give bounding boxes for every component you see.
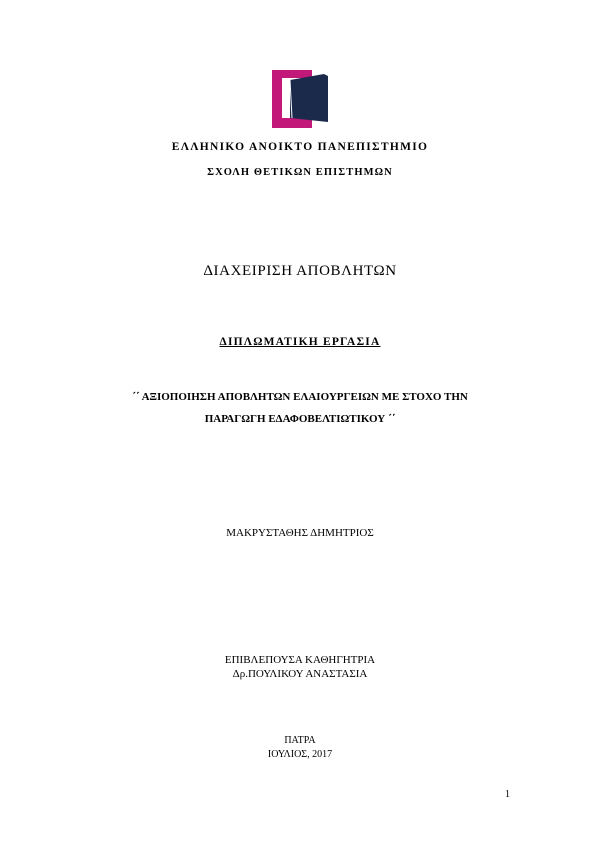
author-name: ΜΑΚΡΥΣΤΑΘΗΣ ΔΗΜΗΤΡΙΟΣ <box>226 527 374 539</box>
thesis-title-line-2: ΠΑΡΑΓΩΓΗ ΕΔΑΦΟΒΕΛΤΙΩΤΙΚΟΥ ΄΄ <box>204 413 396 425</box>
supervisor-name: Δρ.ΠΟΥΛΙΚΟΥ ΑΝΑΣΤΑΣΙΑ <box>232 668 368 680</box>
supervisor-role: ΕΠΙΒΛΕΠΟΥΣΑ ΚΑΘΗΓΗΤΡΙΑ <box>224 654 376 666</box>
program-subject: ΔΙΑΧΕΙΡΙΣΗ ΑΠΟΒΛΗΤΩΝ <box>203 263 397 279</box>
city: ΠΑΤΡΑ <box>284 735 316 746</box>
thesis-title-line-1: ΄΄ ΑΞΙΟΠΟΙΗΣΗ ΑΠΟΒΛΗΤΩΝ ΕΛΑΙΟΥΡΓΕΙΩΝ ΜΕ ΣΤΟΧΟ ΤΗΝ <box>132 391 468 403</box>
university-name: ΕΛΛΗΝΙΚΟ ΑΝΟΙΚΤΟ ΠΑΝΕΠΙΣΤΗΜΙΟ <box>171 141 429 153</box>
university-logo-icon <box>272 70 328 128</box>
date: ΙΟΥΛΙΟΣ, 2017 <box>267 749 333 760</box>
thesis-type-heading: ΔΙΠΛΩΜΑΤΙΚΗ ΕΡΓΑΣΙΑ <box>219 336 381 348</box>
page-number: 1 <box>505 789 510 800</box>
school-name: ΣΧΟΛΗ ΘΕΤΙΚΩΝ ΕΠΙΣΤΗΜΩΝ <box>207 167 393 178</box>
